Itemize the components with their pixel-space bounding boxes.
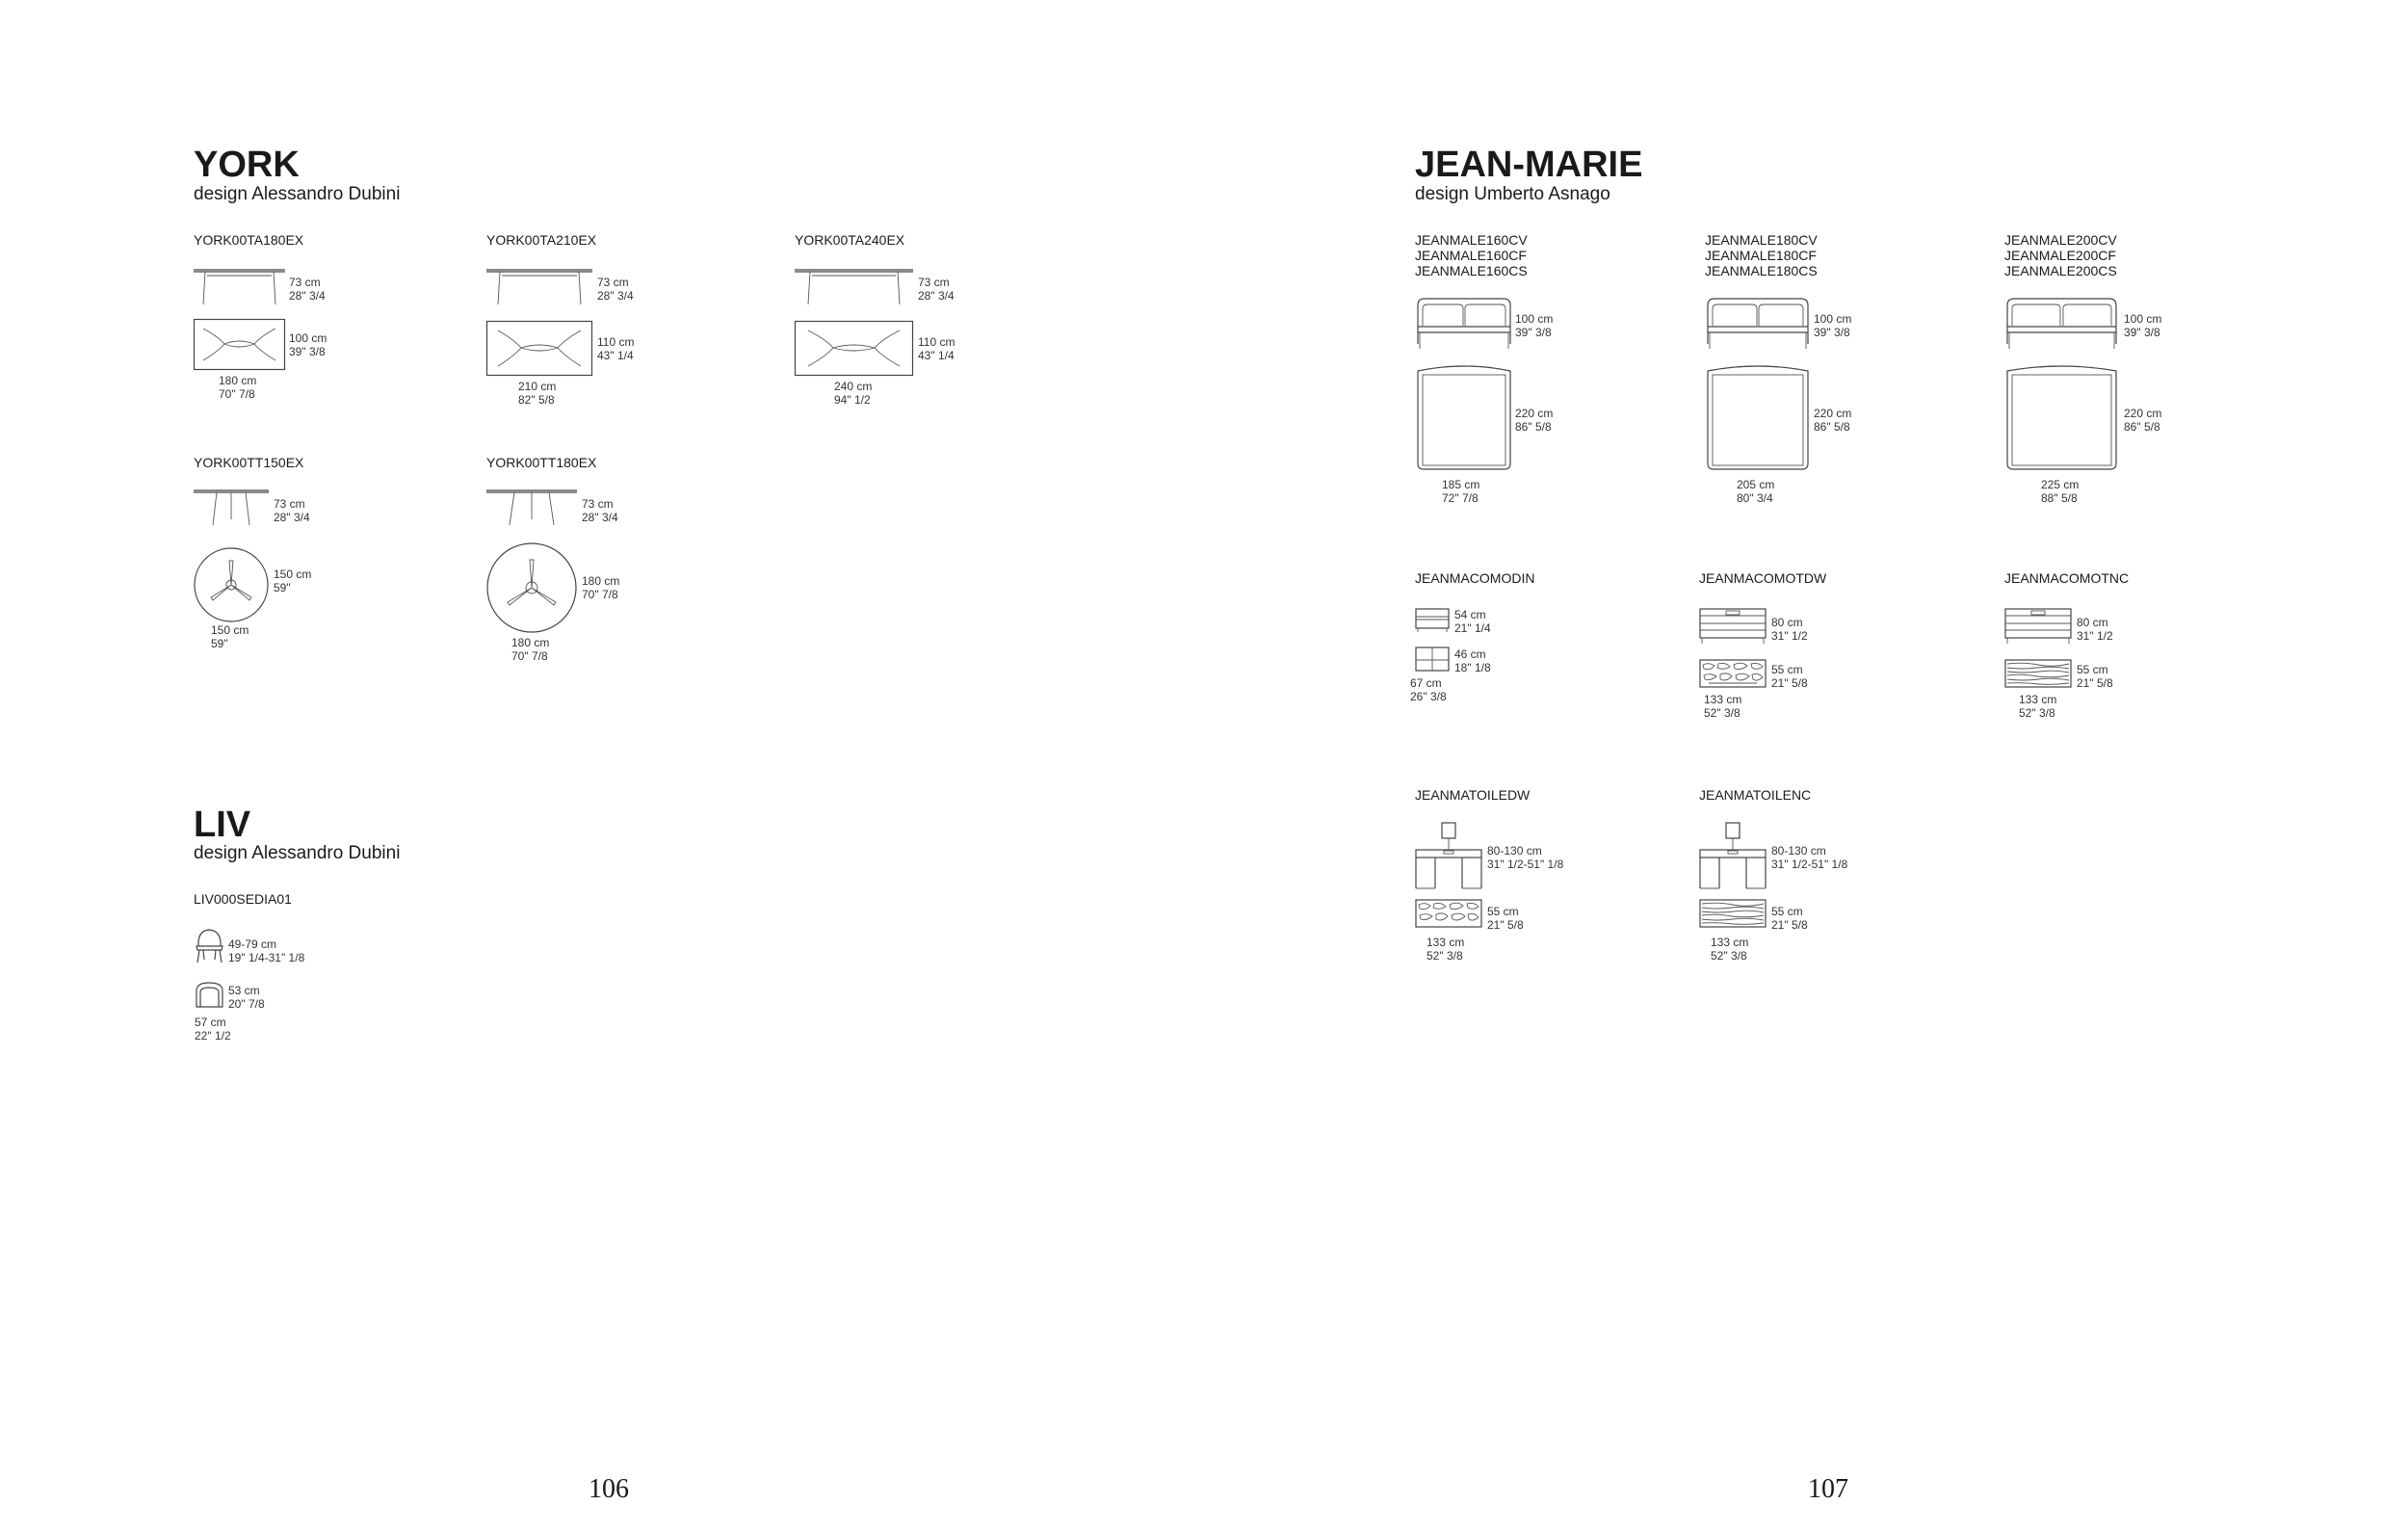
dimension-height: 54 cm 21" 1/4: [1454, 608, 1491, 635]
dimension-width: 205 cm 80" 3/4: [1737, 478, 1775, 505]
bed-top-view: [1415, 363, 1513, 471]
dimension-length: 220 cm 86" 5/8: [1515, 407, 1554, 434]
vanity-front-view: [1699, 821, 1767, 890]
dimension-height: 100 cm 39" 3/8: [1814, 312, 1852, 339]
dresser-front-view: [2004, 608, 2072, 645]
dresser-front-view: [1699, 608, 1767, 645]
liv-title: LIV: [194, 805, 251, 845]
dimension-height: 100 cm 39" 3/8: [2124, 312, 2162, 339]
dimension-width: 240 cm 94" 1/2: [834, 380, 873, 407]
chair-top-view: [194, 981, 225, 1010]
dimension-length: 220 cm 86" 5/8: [1814, 407, 1852, 434]
table-front-view: [486, 268, 592, 306]
product-code: JEANMACOMOTDW: [1699, 570, 1827, 586]
product-codes: JEANMALE160CV JEANMALE160CF JEANMALE160CS: [1415, 232, 1528, 278]
dimension-height: 73 cm 28" 3/4: [597, 276, 634, 303]
product-code: JEANMATOILEDW: [1415, 787, 1531, 803]
product-codes: JEANMALE180CV JEANMALE180CF JEANMALE180CS: [1705, 232, 1818, 278]
table-top-view: [194, 319, 285, 370]
bed-top-view: [2004, 363, 2119, 471]
jean-marie-title: JEAN-MARIE: [1415, 145, 1643, 185]
table-front-view: [194, 488, 269, 527]
bed-front-view: [1415, 294, 1513, 350]
dimension-depth: 53 cm 20" 7/8: [228, 984, 265, 1011]
product-code: YORK00TA180EX: [194, 232, 304, 248]
liv-designer: design Alessandro Dubini: [194, 843, 401, 863]
dimension-depth: 100 cm 39" 3/8: [289, 331, 327, 358]
table-top-view: [194, 547, 269, 622]
table-top-view: [486, 321, 592, 376]
dimension-width: 210 cm 82" 5/8: [518, 380, 557, 407]
vanity-top-view-marble: [1415, 899, 1482, 928]
product-code: JEANMATOILENC: [1699, 787, 1812, 803]
product-codes: JEANMALE200CV JEANMALE200CF JEANMALE200CS: [2004, 232, 2117, 278]
dimension-width: 133 cm 52" 3/8: [2019, 693, 2057, 720]
chair-side-view: [194, 927, 225, 963]
dresser-top-view-wood: [2004, 659, 2072, 688]
dimension-width: 180 cm 70" 7/8: [511, 636, 550, 663]
dresser-top-view-marble: [1699, 659, 1767, 688]
product-code: JEANMACOMODIN: [1415, 570, 1535, 586]
product-code: JEANMACOMOTNC: [2004, 570, 2130, 586]
dimension-height: 80 cm 31" 1/2: [1771, 616, 1808, 643]
dimension-width: 133 cm 52" 3/8: [1711, 936, 1749, 963]
dimension-depth: 110 cm 43" 1/4: [918, 335, 955, 362]
dimension-depth: 55 cm 21" 5/8: [1771, 905, 1808, 932]
page-number: 107: [1808, 1474, 1848, 1504]
vanity-top-view-wood: [1699, 899, 1767, 928]
dimension-width: 133 cm 52" 3/8: [1426, 936, 1465, 963]
york-designer: design Alessandro Dubini: [194, 184, 401, 204]
dimension-depth: 46 cm 18" 1/8: [1454, 647, 1491, 674]
dimension-width: 225 cm 88" 5/8: [2041, 478, 2080, 505]
dimension-width: 185 cm 72" 7/8: [1442, 478, 1480, 505]
dimension-length: 220 cm 86" 5/8: [2124, 407, 2162, 434]
bed-front-view: [1705, 294, 1811, 350]
nightstand-top-view: [1415, 647, 1450, 672]
table-top-view: [486, 542, 577, 633]
dimension-height: 73 cm 28" 3/4: [582, 497, 618, 524]
dimension-width: 67 cm 26" 3/8: [1410, 676, 1447, 703]
dimension-height: 73 cm 28" 3/4: [918, 276, 955, 303]
york-title: YORK: [194, 145, 300, 185]
dimension-height: 80 cm 31" 1/2: [2077, 616, 2113, 643]
product-code: LIV000SEDIA01: [194, 891, 292, 907]
page-number: 106: [589, 1474, 629, 1504]
table-front-view: [486, 488, 577, 527]
dimension-depth: 55 cm 21" 5/8: [1771, 663, 1808, 690]
dimension-height: 73 cm 28" 3/4: [289, 276, 326, 303]
dimension-depth: 150 cm 59": [274, 568, 312, 594]
nightstand-front-view: [1415, 608, 1450, 633]
dimension-height: 80-130 cm 31" 1/2-51" 1/8: [1771, 844, 1848, 871]
dimension-height: 73 cm 28" 3/4: [274, 497, 310, 524]
dimension-depth: 110 cm 43" 1/4: [597, 335, 635, 362]
dimension-width: 57 cm 22" 1/2: [195, 1016, 231, 1043]
product-code: YORK00TA240EX: [795, 232, 905, 248]
bed-front-view: [2004, 294, 2119, 350]
table-front-view: [194, 268, 285, 306]
product-code: YORK00TA210EX: [486, 232, 597, 248]
jean-marie-designer: design Umberto Asnago: [1415, 184, 1610, 204]
dimension-height: 49-79 cm 19" 1/4-31" 1/8: [228, 937, 305, 964]
product-code: YORK00TT180EX: [486, 455, 597, 470]
vanity-front-view: [1415, 821, 1482, 890]
dimension-width: 180 cm 70" 7/8: [219, 374, 257, 401]
dimension-height: 100 cm 39" 3/8: [1515, 312, 1554, 339]
table-top-view: [795, 321, 913, 376]
dimension-width: 150 cm 59": [211, 623, 249, 650]
dimension-width: 133 cm 52" 3/8: [1704, 693, 1742, 720]
dimension-depth: 55 cm 21" 5/8: [1487, 905, 1524, 932]
table-front-view: [795, 268, 913, 306]
dimension-depth: 180 cm 70" 7/8: [582, 574, 620, 601]
product-code: YORK00TT150EX: [194, 455, 304, 470]
bed-top-view: [1705, 363, 1811, 471]
dimension-height: 80-130 cm 31" 1/2-51" 1/8: [1487, 844, 1564, 871]
dimension-depth: 55 cm 21" 5/8: [2077, 663, 2113, 690]
